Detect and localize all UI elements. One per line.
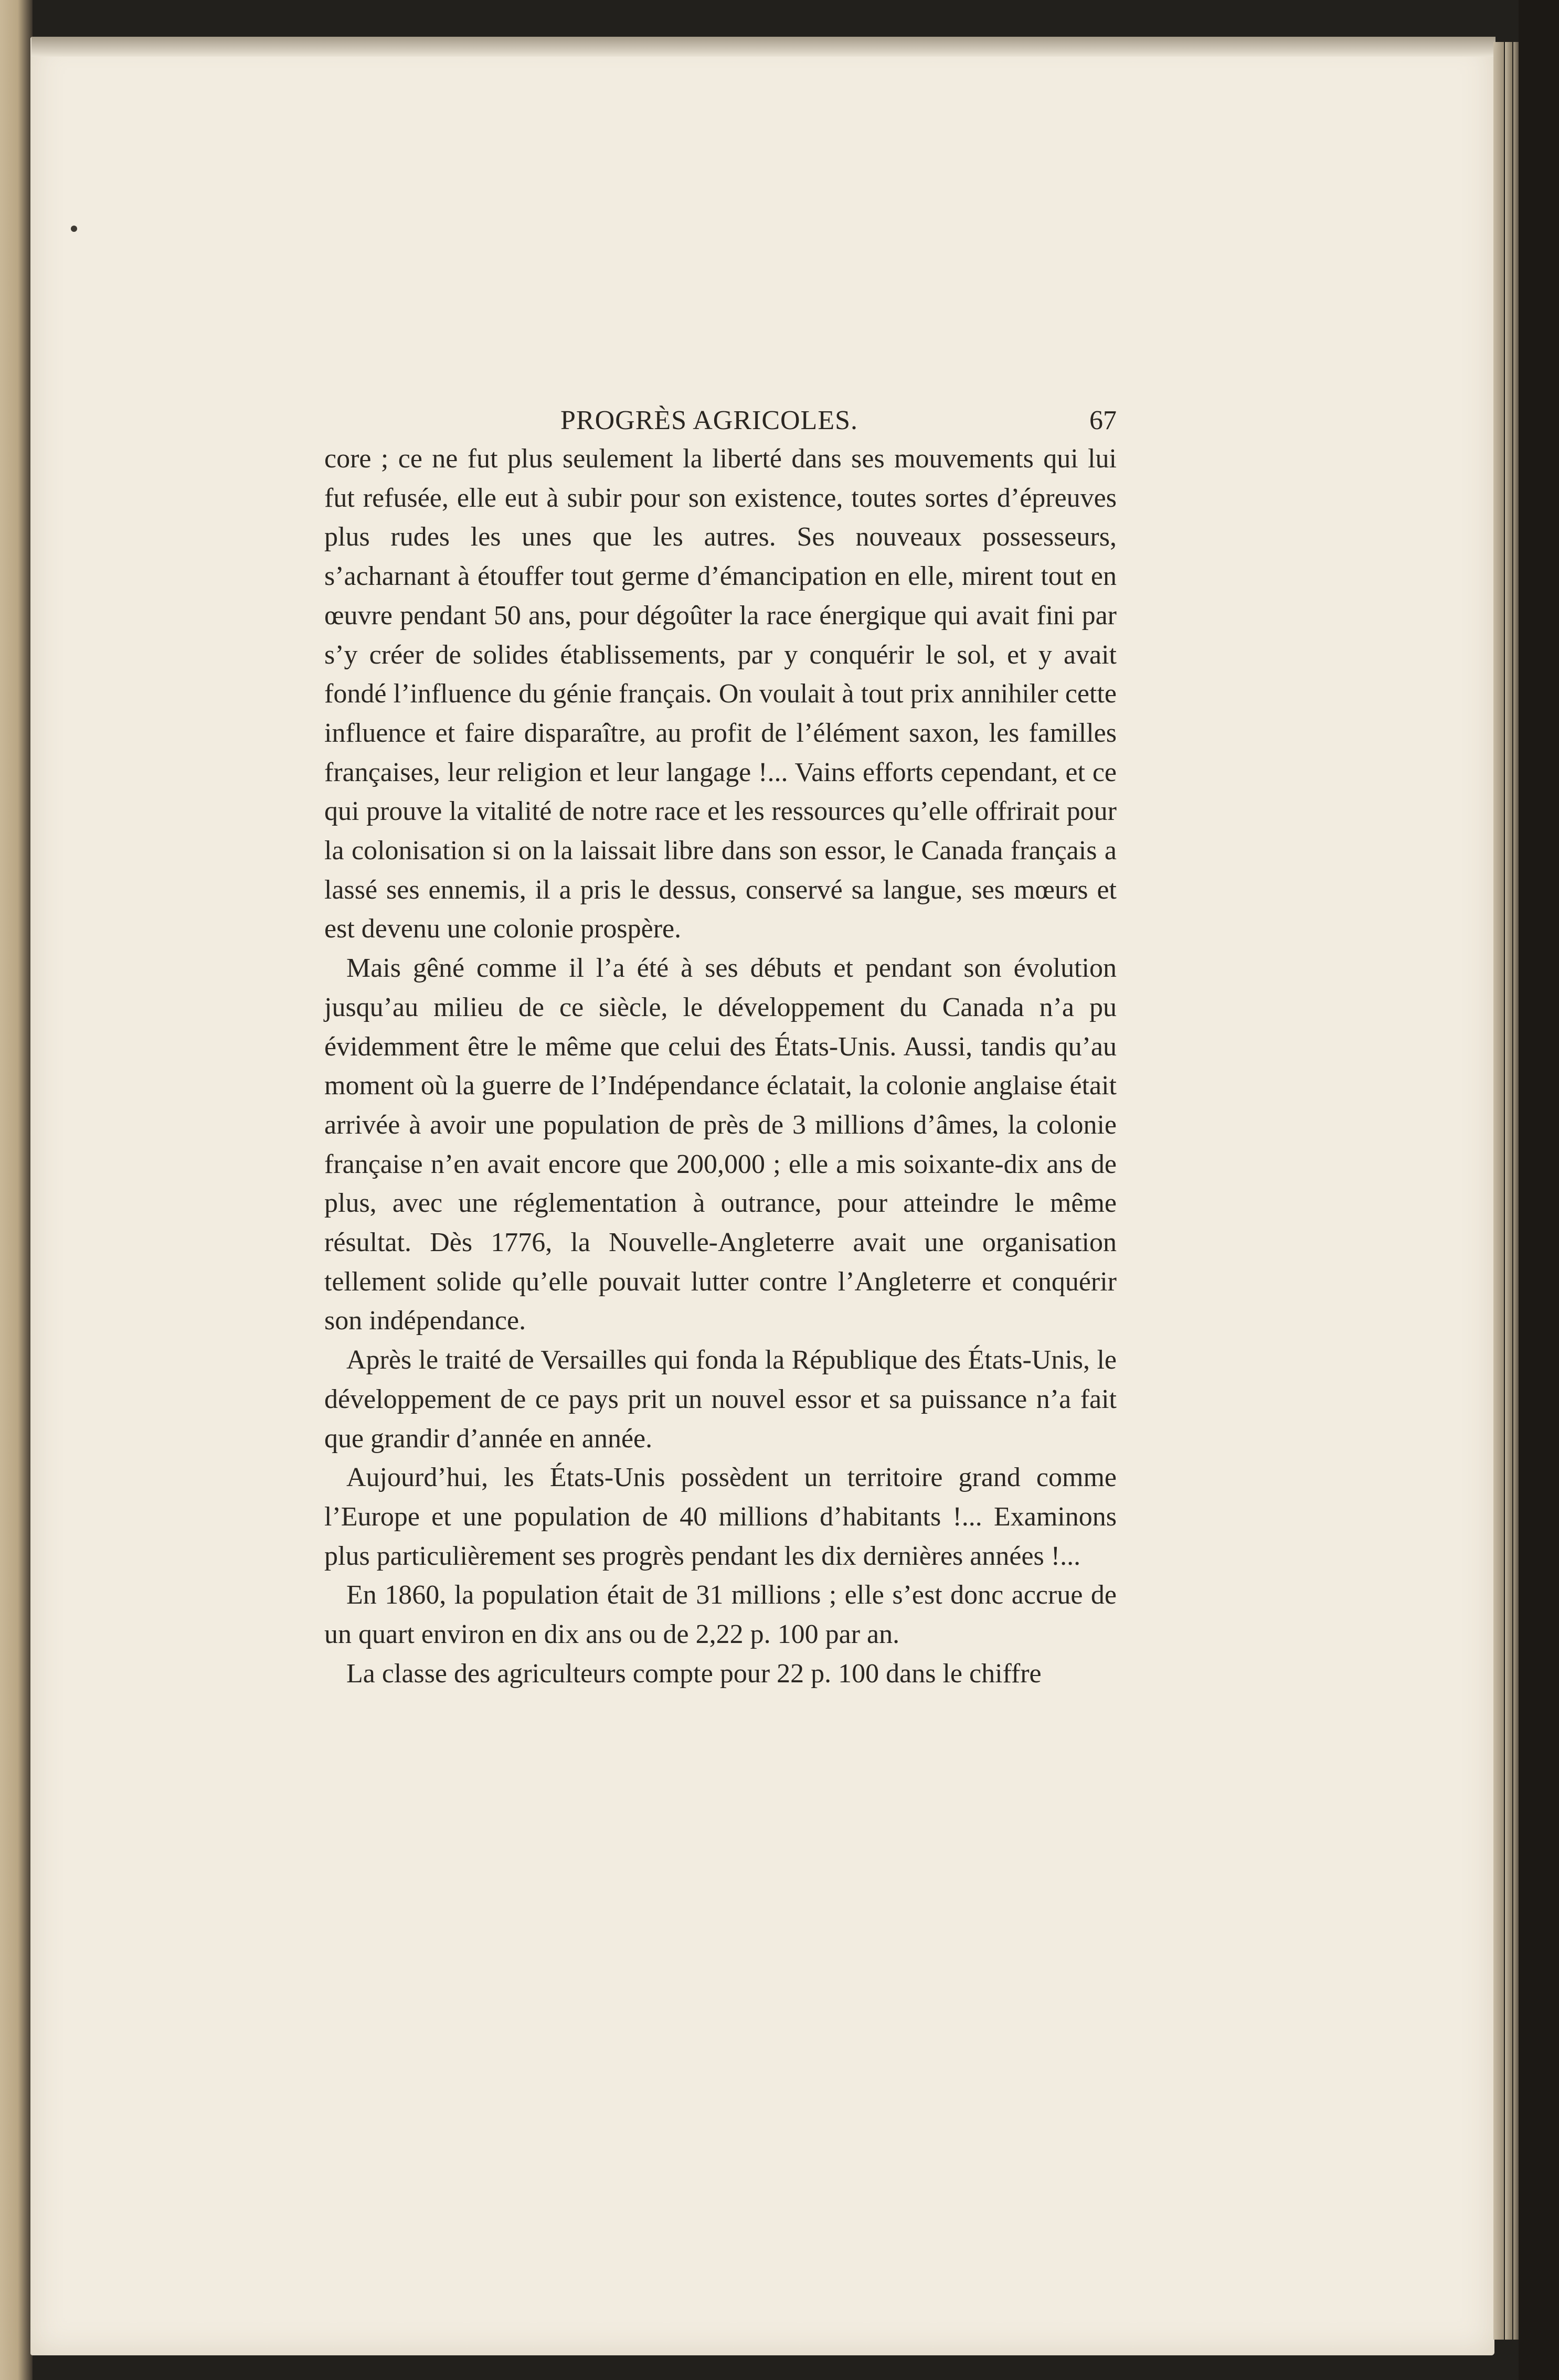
paragraph: Après le traité de Versailles qui fonda la République des États-Unis, le développement de ce pays prit un nouvel essor et sa puissance n’a fait que grandir d’année en année.	[324, 1345, 1117, 1454]
top-page-edge	[31, 37, 1496, 57]
paragraph: La classe des agriculteurs compte pour 22 p. 100 dans le chiffre	[346, 1658, 1042, 1689]
left-page-edge	[0, 0, 33, 2380]
ink-speck	[71, 226, 77, 232]
page-stack-edge	[1493, 42, 1504, 2340]
body-text	[324, 440, 1117, 1694]
running-head: PROGRÈS AGRICOLES.	[560, 405, 858, 435]
paragraph: Aujourd’hui, les États-Unis possèdent un territoire grand comme l’Europe et une population de 40 millions d’habitants !... Examinons plus particulièrement ses progrès pendant les dix dernières années !...	[324, 1463, 1117, 1571]
paragraph: En 1860, la population était de 31 millions ; elle s’est donc accrue de un quart environ en dix ans ou de 2,22 p. 100 par an.	[324, 1580, 1117, 1650]
page-number: 67	[1089, 405, 1117, 435]
page-header	[324, 400, 1117, 442]
right-shadow	[1519, 0, 1559, 2380]
paragraph: core ; ce ne fut plus seulement la liberté dans ses mouvements qui lui fut refusée, elle eut à subir pour son existence, toutes sortes d’épreuves plus rudes les unes que les autres. Ses nouveaux possesseurs, s’acharnant à étouffer tout germe d’émancipation en elle, mirent tout en œuvre pendant 50 ans, pour dégoûter la race énergique qui avait fini par s’y créer de solides établissements, par y conquérir le sol, et y avait fondé l’influence du génie français. On voulait à tout prix annihiler cette influence et faire disparaître, au profit de l’élément saxon, les familles françaises, leur religion et leur langage !... Vains efforts cependant, et ce qui prouve la vitalité de notre race et les ressources qu’elle offrirait pour la colonisation si on la laissait libre dans son essor, le Canada français a lassé ses ennemis, il a pris le dessus, conservé sa langue, ses mœurs et est devenu une colonie prospère.	[324, 444, 1117, 944]
paragraph: Mais gêné comme il l’a été à ses débuts et pendant son évolution jusqu’au milieu de ce siècle, le développement du Canada n’a pu évidemment être le même que celui des États-Unis. Aussi, tandis qu’au moment où la guerre de l’Indépendance éclatait, la colonie anglaise était arrivée à avoir une population de près de 3 millions d’âmes, la colonie française n’en avait encore que 200,000 ; elle a mis soixante-dix ans de plus, avec une réglementation à outrance, pour atteindre le même résultat. Dès 1776, la Nouvelle-Angleterre avait une organisation tellement solide qu’elle pouvait lutter contre l’Angleterre et conquérir son indépendance.	[324, 953, 1117, 1336]
page-stack-edge	[1505, 42, 1512, 2340]
page-stack-edge	[1513, 42, 1519, 2340]
